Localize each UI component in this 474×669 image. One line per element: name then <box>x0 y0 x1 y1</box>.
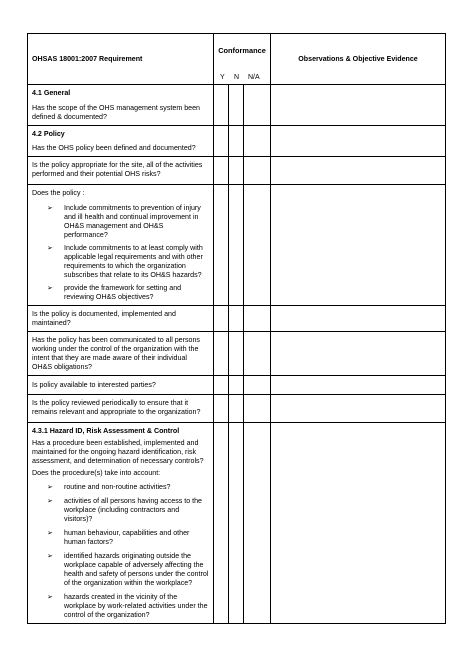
table-row <box>28 157 446 185</box>
conformance-na-cell[interactable] <box>244 306 271 332</box>
observation-cell[interactable] <box>271 157 446 185</box>
observation-cell[interactable] <box>271 306 446 332</box>
list-item <box>32 593 209 620</box>
conformance-na-cell[interactable] <box>244 126 271 157</box>
conformance-yes-cell[interactable] <box>214 126 229 157</box>
conformance-na-cell[interactable] <box>244 85 271 126</box>
list-item-text: hazards created in the vicinity of the workplace by work-related activities under the control of the organization? <box>64 593 208 619</box>
conformance-no-cell[interactable] <box>229 157 244 185</box>
table-row <box>28 423 446 624</box>
list-item <box>32 497 209 524</box>
conformance-na-cell[interactable] <box>244 157 271 185</box>
requirement-cell: Is policy available to interested parties? <box>28 376 214 395</box>
question-text: Does the policy : <box>32 189 85 197</box>
requirement-cell <box>28 85 214 126</box>
observation-cell[interactable] <box>271 185 446 306</box>
conformance-column-header <box>214 34 271 85</box>
observation-cell[interactable] <box>271 395 446 423</box>
arrowhead-bullet-icon: ➢ <box>47 205 53 212</box>
observation-cell[interactable] <box>271 376 446 395</box>
conformance-no-cell[interactable] <box>229 332 244 376</box>
conformance-na-cell[interactable] <box>244 376 271 395</box>
table-row <box>28 85 446 126</box>
arrowhead-bullet-icon: ➢ <box>47 594 53 601</box>
conformance-yes-cell[interactable] <box>214 157 229 185</box>
list-item <box>32 552 209 588</box>
question-text: Has a procedure been established, implemented and maintained for the ongoing hazard identification, risk assessment, and determination of necessary controls? <box>32 439 204 465</box>
table-row <box>28 306 446 332</box>
conformance-na-label: N/A <box>248 74 260 81</box>
observation-cell[interactable] <box>271 126 446 157</box>
question-text: Does the procedure(s) take into account: <box>32 469 161 477</box>
conformance-na-cell[interactable] <box>244 423 271 624</box>
conformance-na-cell[interactable] <box>244 185 271 306</box>
conformance-no-cell[interactable] <box>229 126 244 157</box>
arrowhead-bullet-icon: ➢ <box>47 553 53 560</box>
requirement-column-header: OHSAS 18001:2007 Requirement <box>28 34 214 85</box>
conformance-yes-cell[interactable] <box>214 376 229 395</box>
conformance-no-cell[interactable] <box>229 85 244 126</box>
audit-checklist-table <box>27 33 446 624</box>
conformance-yes-cell[interactable] <box>214 423 229 624</box>
list-item <box>32 483 209 492</box>
requirement-cell <box>28 126 214 157</box>
conformance-no-cell[interactable] <box>229 185 244 306</box>
requirement-cell: Is the policy reviewed periodically to ensure that it remains relevant and appropriate to the organization? <box>28 395 214 423</box>
list-item <box>32 529 209 547</box>
conformance-no-cell[interactable] <box>229 423 244 624</box>
header-row <box>28 34 446 85</box>
question-text: Has the scope of the OHS management system been defined & documented? <box>32 104 200 121</box>
list-item-text: human behaviour, capabilities and other human factors? <box>64 529 190 546</box>
table-row <box>28 395 446 423</box>
question-text: Has the OHS policy been defined and documented? <box>32 144 196 152</box>
conformance-yes-cell[interactable] <box>214 85 229 126</box>
section-title: 4.3.1 Hazard ID, Risk Assessment & Control <box>32 427 180 435</box>
table-row <box>28 376 446 395</box>
observation-cell[interactable] <box>271 85 446 126</box>
list-item-text: activities of all persons having access to the workplace (including contractors and visitors)? <box>64 497 203 523</box>
requirement-cell: Is the policy is documented, implemented and maintained? <box>28 306 214 332</box>
observations-column-header: Observations & Objective Evidence <box>271 34 446 85</box>
requirement-cell <box>28 423 214 624</box>
arrowhead-bullet-icon: ➢ <box>47 245 53 252</box>
list-item-text: identified hazards originating outside the workplace capable of adversely affecting the health and safety of persons under the control of the organization within the workplace? <box>64 552 209 587</box>
conformance-no-cell[interactable] <box>229 395 244 423</box>
conformance-no-label: N <box>234 74 240 81</box>
list-item <box>32 204 209 240</box>
conformance-no-cell[interactable] <box>229 306 244 332</box>
table-row <box>28 126 446 157</box>
table-row <box>28 332 446 376</box>
conformance-na-cell[interactable] <box>244 332 271 376</box>
conformance-title: Conformance <box>218 46 266 55</box>
requirement-cell: Is the policy appropriate for the site, all of the activities performed and their potential OHS risks? <box>28 157 214 185</box>
conformance-yes-cell[interactable] <box>214 395 229 423</box>
conformance-yes-cell[interactable] <box>214 306 229 332</box>
observation-cell[interactable] <box>271 423 446 624</box>
section-title: 4.1 General <box>32 89 71 97</box>
list-item <box>32 284 209 302</box>
list-item-text: provide the framework for setting and reviewing OH&S objectives? <box>64 284 182 301</box>
arrowhead-bullet-icon: ➢ <box>47 285 53 292</box>
list-item-text: Include commitments to at least comply with applicable legal requirements and with other requirements to which the organization subscribes that relate to its OH&S hazards? <box>64 244 203 279</box>
conformance-no-cell[interactable] <box>229 376 244 395</box>
list-item-text: routine and non-routine activities? <box>64 483 171 491</box>
section-title: 4.2 Policy <box>32 130 65 138</box>
arrowhead-bullet-icon: ➢ <box>47 530 53 537</box>
conformance-yes-label: Y <box>220 74 225 81</box>
conformance-yes-cell[interactable] <box>214 185 229 306</box>
list-item-text: Include commitments to prevention of injury and ill health and continual improvement in OH&S management and OH&S performance? <box>64 204 201 239</box>
arrowhead-bullet-icon: ➢ <box>47 498 53 505</box>
conformance-na-cell[interactable] <box>244 395 271 423</box>
requirement-cell <box>28 185 214 306</box>
conformance-yes-cell[interactable] <box>214 332 229 376</box>
list-item <box>32 244 209 280</box>
table-row <box>28 185 446 306</box>
observation-cell[interactable] <box>271 332 446 376</box>
arrowhead-bullet-icon: ➢ <box>47 484 53 491</box>
requirement-cell: Has the policy has been communicated to all persons working under the control of the organization with the intent that they are made aware of their individual OH&S obligations? <box>28 332 214 376</box>
